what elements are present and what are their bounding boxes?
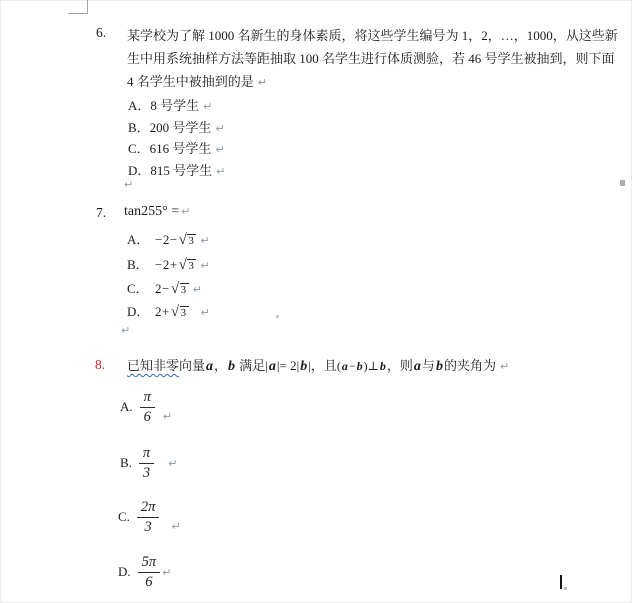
question-7-stem: tan255° = ↵ bbox=[124, 204, 191, 219]
q7-option-d bbox=[127, 301, 210, 320]
option-label: D． bbox=[127, 304, 150, 319]
misspelled-text: 已知非零 bbox=[127, 358, 180, 373]
radical-sign: √ bbox=[178, 232, 188, 248]
text-boundary-corner-mark bbox=[68, 0, 88, 14]
vector-b: b bbox=[356, 359, 363, 373]
paragraph-mark: ↵ bbox=[192, 283, 202, 296]
q6-option-a bbox=[128, 95, 212, 114]
fraction-numerator: π bbox=[139, 445, 154, 464]
paragraph-mark: ↵ bbox=[168, 456, 178, 470]
right-margin-mark bbox=[620, 180, 625, 186]
vector-b: b bbox=[300, 359, 308, 374]
option-text: 200 号学生 bbox=[149, 120, 212, 135]
option-label: B． bbox=[128, 120, 150, 135]
paragraph-mark: ↵ bbox=[215, 143, 225, 156]
option-label: A． bbox=[128, 98, 151, 113]
option-label: A． bbox=[127, 232, 150, 247]
option-label: B. bbox=[120, 455, 132, 471]
vector-a: a bbox=[413, 359, 421, 374]
stray-speck bbox=[276, 315, 279, 318]
fraction-numerator: 2π bbox=[137, 499, 160, 518]
q7-option-b bbox=[127, 254, 210, 273]
sqrt-expression bbox=[171, 282, 189, 297]
sqrt-expression bbox=[179, 233, 197, 248]
q8-option-a bbox=[120, 389, 172, 425]
option-text: 8 号学生 bbox=[150, 98, 200, 113]
q6-option-d bbox=[128, 160, 225, 179]
option-text: 616 号学生 bbox=[149, 141, 212, 156]
text-caret-dot bbox=[564, 587, 567, 590]
paragraph-mark: ↵ bbox=[171, 520, 181, 534]
radicand: 3 bbox=[188, 259, 195, 272]
question-6-line-1: 某学校为了解 1000 名新生的身体素质，将这些学生编号为 1，2，…，1000，从这些新 bbox=[127, 28, 618, 43]
radical-sign: √ bbox=[170, 281, 180, 297]
fraction-numerator: π bbox=[140, 389, 155, 408]
radicand: 3 bbox=[180, 283, 187, 296]
math-expression: −2− √ 3 bbox=[155, 232, 195, 248]
math-expression: 2− √ 3 bbox=[155, 281, 187, 297]
fraction-denominator: 3 bbox=[142, 465, 151, 482]
math-expression: 2+ √ 3 bbox=[155, 304, 187, 320]
paragraph-mark: ↵ bbox=[200, 234, 210, 247]
paragraph-mark: ↵ bbox=[181, 205, 191, 218]
radicand: 3 bbox=[180, 306, 187, 319]
question-6-number: 6. bbox=[96, 25, 107, 40]
empty-paragraph-mark: ↵ bbox=[121, 324, 131, 337]
fraction-denominator: 6 bbox=[143, 409, 151, 426]
question-7-number: 7. bbox=[96, 205, 107, 220]
paragraph-mark: ↵ bbox=[203, 100, 213, 113]
vector-b: b bbox=[435, 359, 443, 374]
sqrt-expression bbox=[171, 305, 189, 320]
q8-option-c bbox=[118, 499, 181, 535]
math-expression: −2+ √ 3 bbox=[155, 257, 195, 273]
q8-option-b bbox=[120, 445, 177, 481]
option-label: D． bbox=[128, 163, 151, 178]
vector-a: a bbox=[206, 359, 214, 374]
fraction bbox=[139, 445, 154, 481]
radicand: 3 bbox=[188, 234, 195, 247]
q6-option-b bbox=[128, 117, 225, 136]
option-label: D. bbox=[118, 564, 131, 580]
paragraph-mark: ↵ bbox=[162, 565, 172, 579]
question-8-stem: 已知非零向量a，b 满足|a|= 2|b|，且(a−b)⊥b，则a与b的夹角为 ↵ bbox=[127, 358, 510, 374]
paragraph-mark: ↵ bbox=[215, 122, 225, 135]
q7-option-a bbox=[127, 229, 210, 248]
option-label: C． bbox=[128, 141, 150, 156]
option-label: C. bbox=[118, 509, 130, 525]
option-label: C． bbox=[127, 281, 149, 296]
q6-option-c bbox=[128, 138, 225, 157]
text-caret bbox=[560, 575, 562, 589]
paragraph-mark: ↵ bbox=[200, 306, 210, 319]
fraction bbox=[138, 554, 161, 590]
paragraph-mark: ↵ bbox=[162, 410, 173, 424]
vector-b: b bbox=[228, 359, 236, 374]
option-label: A. bbox=[120, 399, 133, 415]
fraction-denominator: 3 bbox=[144, 519, 152, 536]
question-8-number: 8. bbox=[95, 357, 106, 372]
paragraph-mark: ↵ bbox=[499, 360, 510, 373]
question-6-line-3: 4 名学生中被抽到的是 ↵ bbox=[127, 74, 267, 89]
radical-sign: √ bbox=[178, 257, 188, 273]
q7-option-c bbox=[127, 278, 202, 297]
q8-option-d bbox=[118, 554, 171, 590]
option-label: B． bbox=[127, 257, 149, 272]
paragraph-mark: ↵ bbox=[216, 165, 226, 178]
vector-a: a bbox=[268, 359, 276, 374]
fraction-denominator: 6 bbox=[145, 574, 153, 591]
empty-paragraph-mark: ↵ bbox=[124, 178, 134, 191]
radical-sign: √ bbox=[170, 304, 180, 320]
fraction bbox=[137, 499, 160, 535]
paragraph-mark: ↵ bbox=[200, 259, 210, 272]
fraction bbox=[140, 389, 155, 425]
sqrt-expression bbox=[179, 258, 197, 273]
option-text: 815 号学生 bbox=[150, 163, 213, 178]
vector-b: b bbox=[379, 359, 386, 373]
fraction-numerator: 5π bbox=[138, 554, 161, 573]
paragraph-mark: ↵ bbox=[257, 76, 267, 89]
vector-a: a bbox=[341, 359, 348, 373]
question-6-line-2: 生中用系统抽样方法等距抽取 100 名学生进行体质测验，若 46 号学生被抽到，则下面 bbox=[127, 51, 615, 66]
